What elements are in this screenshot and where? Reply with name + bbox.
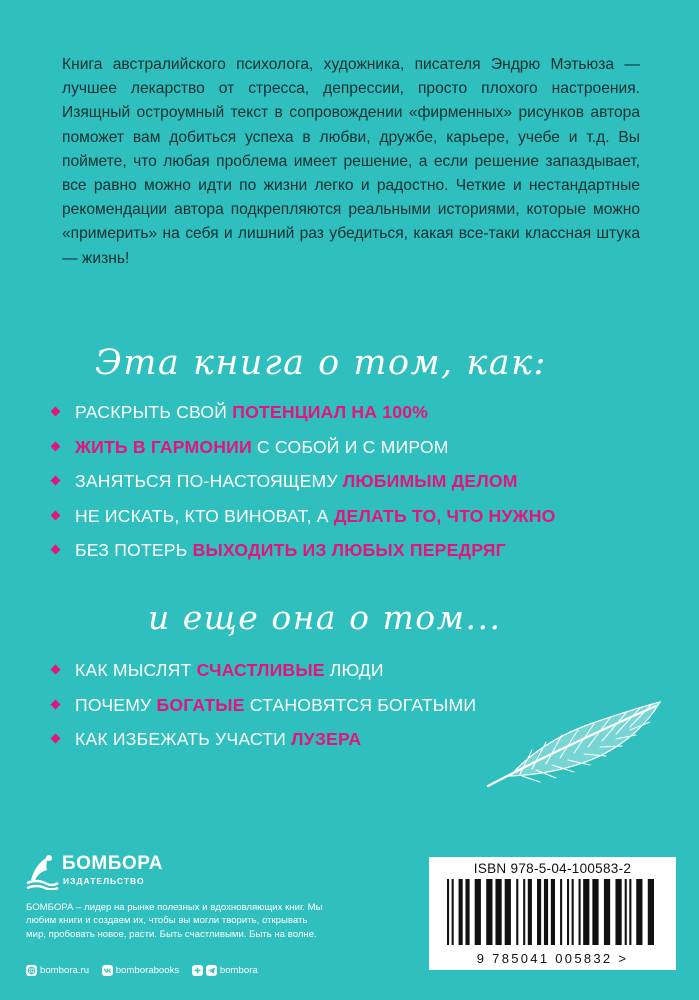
barcode-bar [516, 879, 518, 945]
diamond-bullet-icon [51, 545, 61, 555]
barcode-bar [459, 879, 463, 945]
barcode-bar [544, 879, 548, 945]
list-item: ЗАНЯТЬСЯ ПО-НАСТОЯЩЕМУ ЛЮБИМЫМ ДЕЛОМ [48, 469, 556, 504]
diamond-bullet-icon [51, 441, 61, 451]
ean-digits: 9 785041 005832 > [476, 951, 629, 966]
vk-icon [102, 965, 113, 976]
barcode-bar [604, 879, 610, 945]
barcode-bar [592, 879, 598, 945]
isbn-number: ISBN 978-5-04-100583-2 [473, 861, 632, 876]
barcode-bar [537, 879, 541, 945]
list-item: КАК ИЗБЕЖАТЬ УЧАСТИ ЛУЗЕРА [48, 727, 476, 762]
book-description: Книга австралийского психолога, художника, писателя Эндрю Мэтьюза — лучшее лекарство от стресса, депрессии, просто плохого настроения. Изящный остроумный текст в сопровождении «фирменных» рисунков автора поможет вам добиться успеха в любви, дружбе, карьере, учебе и т.д. Вы поймете, что любая проблема имеет решение, а если решение запаздывает, все равно можно идти по жизни легко и радостно. Четкие и нестандартные рекомендации автора подкрепляются реальными историями, которые можно «примерить» на себя и лишний раз убедиться, какая все-таки классная штука — жизнь! [62, 56, 640, 267]
barcode-bar [447, 879, 449, 945]
diamond-bullet-icon [51, 407, 61, 417]
diamond-bullet-icon [51, 476, 61, 486]
barcode-bar [636, 879, 642, 945]
publisher-subtitle: ИЗДАТЕЛЬСТВО [63, 876, 145, 886]
barcode-bar [486, 879, 492, 945]
barcode-bar [475, 879, 481, 945]
publisher-slogan: БОМБОРА – лидер на рынке полезных и вдохновляющих книг. Мы любим книги и создаем их, чтобы вы могли творить, открывать мир, пробовать новое, расти. Быть счастливыми. Быть на волне. [26, 902, 323, 940]
website-link[interactable]: bombora.ru [40, 965, 90, 976]
diamond-bullet-icon [51, 510, 61, 520]
barcode-bar [523, 879, 525, 945]
barcode-bar [560, 879, 562, 945]
barcode-bar [579, 879, 581, 945]
barcode-bar [572, 879, 574, 945]
barcode-bar [495, 879, 501, 945]
list-item: НЕ ИСКАТЬ, КТО ВИНОВАТ, А ДЕЛАТЬ ТО, ЧТО НУЖНО [48, 504, 556, 539]
list-item: ПОЧЕМУ БОГАТЫЕ СТАНОВЯТСЯ БОГАТЫМИ [48, 693, 476, 728]
diamond-bullet-icon [51, 665, 61, 675]
section-heading-about: Эта книга о том, как: [95, 343, 547, 383]
plus-icon [192, 965, 203, 976]
publisher-name: БОМБОРА [62, 853, 163, 874]
diamond-bullet-icon [51, 699, 61, 709]
telegram-link[interactable]: bombora [219, 965, 258, 976]
barcode-bar [528, 879, 532, 945]
barcode-bar [583, 879, 589, 945]
barcode-bar [615, 879, 621, 945]
barcode-bar [625, 879, 627, 945]
vk-link[interactable]: bomborabooks [115, 965, 180, 976]
list-item: КАК МЫСЛЯТ СЧАСТЛИВЫЕ ЛЮДИ [48, 658, 476, 693]
telegram-icon [206, 965, 217, 976]
globe-icon [26, 965, 37, 976]
barcode-bar [629, 879, 631, 945]
barcode-bar [452, 879, 454, 945]
diamond-bullet-icon [51, 734, 61, 744]
extra-topics-list [48, 658, 476, 762]
barcode-bar [505, 879, 511, 945]
barcode-panel [429, 857, 676, 970]
barcode-bar [465, 879, 469, 945]
benefits-list [48, 400, 556, 573]
list-item: БЕЗ ПОТЕРЬ ВЫХОДИТЬ ИЗ ЛЮБЫХ ПЕРЕДРЯГ [48, 538, 556, 573]
barcode-image [441, 879, 664, 949]
list-item: РАСКРЫТЬ СВОЙ ПОТЕНЦИАЛ НА 100% [48, 400, 556, 435]
social-links [26, 965, 268, 976]
feather-icon [470, 690, 670, 800]
list-item: ЖИТЬ В ГАРМОНИИ С СОБОЙ И С МИРОМ [48, 435, 556, 470]
section-heading-also: и еще она о том... [148, 598, 502, 637]
barcode-bar [567, 879, 569, 945]
barcode-bar [551, 879, 555, 945]
bombora-logo-icon [25, 850, 59, 890]
barcode-bar [648, 879, 654, 945]
